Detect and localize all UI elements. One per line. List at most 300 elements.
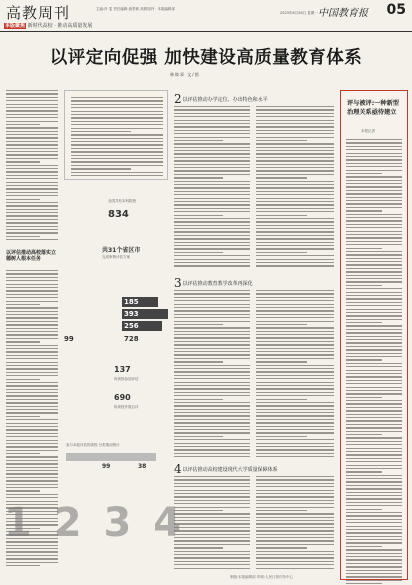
text-line	[346, 414, 402, 415]
text-line	[6, 558, 58, 559]
text-line	[71, 158, 163, 159]
text-line	[174, 557, 250, 558]
text-line	[174, 503, 250, 504]
text-line	[174, 324, 223, 325]
text-line	[346, 356, 402, 357]
article-col-mid-4	[256, 290, 334, 460]
text-line	[6, 555, 58, 556]
infographic	[62, 185, 170, 505]
text-line	[6, 358, 58, 359]
text-line	[71, 128, 163, 129]
text-line	[174, 371, 250, 372]
text-line	[346, 397, 382, 398]
text-line	[346, 461, 402, 462]
text-line	[346, 366, 402, 367]
text-line	[174, 443, 250, 444]
intro-box	[64, 90, 168, 180]
text-line	[174, 297, 250, 298]
text-line	[346, 153, 402, 154]
text-line	[174, 170, 250, 171]
text-line	[256, 479, 334, 480]
text-line	[256, 304, 334, 305]
text-line	[256, 426, 334, 427]
stat-137: 137	[114, 365, 131, 374]
text-line	[6, 284, 58, 285]
text-line	[174, 242, 250, 243]
text-line	[346, 353, 402, 354]
text-line	[6, 392, 58, 393]
bottom-bar-1	[66, 453, 156, 461]
text-line	[256, 527, 334, 528]
text-line	[256, 321, 334, 322]
text-line	[346, 505, 402, 506]
text-line	[346, 485, 402, 486]
text-line	[6, 209, 58, 210]
text-line	[346, 475, 402, 476]
text-line	[174, 334, 250, 335]
text-line	[346, 495, 402, 496]
text-line	[256, 523, 334, 524]
text-line	[6, 215, 58, 216]
text-line	[256, 126, 334, 127]
text-line	[6, 389, 58, 390]
text-line	[346, 214, 402, 215]
text-line	[6, 345, 58, 346]
subhead-2: 2以评估推动办学定位、办出特色和水平	[174, 92, 268, 106]
text-line	[256, 184, 334, 185]
text-line	[6, 362, 58, 363]
text-line	[6, 412, 58, 413]
text-line	[6, 158, 58, 159]
text-line	[6, 334, 58, 335]
text-line	[6, 477, 58, 478]
text-line	[256, 194, 334, 195]
text-line	[71, 111, 163, 112]
text-line	[6, 402, 58, 403]
text-line	[6, 294, 58, 295]
text-line	[256, 164, 334, 165]
bar-393-label: 393	[124, 310, 139, 318]
text-line	[256, 554, 334, 555]
text-line	[346, 163, 402, 164]
text-line	[256, 483, 334, 484]
text-line	[174, 530, 250, 531]
text-line	[346, 383, 402, 384]
text-line	[346, 522, 402, 523]
text-line	[6, 487, 58, 488]
text-line	[6, 365, 58, 366]
text-line	[256, 160, 334, 161]
text-line	[174, 415, 250, 416]
text-line	[174, 351, 250, 352]
text-line	[6, 348, 58, 349]
text-line	[256, 177, 307, 178]
text-line	[346, 349, 402, 350]
text-line	[6, 226, 58, 227]
text-line	[256, 228, 334, 229]
text-line	[346, 441, 402, 442]
text-line	[256, 392, 334, 393]
text-line	[346, 336, 402, 337]
text-line	[174, 385, 250, 386]
text-line	[256, 297, 334, 298]
stat-728: 728	[124, 335, 139, 343]
text-line	[346, 407, 402, 408]
article-col-mid-2	[256, 106, 334, 269]
text-line	[174, 365, 250, 366]
text-line	[6, 277, 58, 278]
article-col-mid-6	[256, 476, 334, 571]
text-line	[174, 113, 250, 114]
text-line	[6, 470, 58, 471]
text-line	[346, 231, 402, 232]
text-line	[174, 361, 223, 362]
text-line	[174, 218, 250, 219]
text-line	[256, 150, 334, 151]
text-line	[6, 450, 58, 451]
text-line	[256, 351, 334, 352]
text-line	[256, 218, 334, 219]
text-line	[174, 259, 250, 260]
text-line	[346, 332, 402, 333]
text-line	[346, 278, 402, 279]
text-line	[174, 544, 250, 545]
text-line	[346, 434, 382, 435]
text-line	[256, 191, 334, 192]
text-line	[174, 198, 250, 199]
text-line	[256, 375, 334, 376]
article-col-mid-1	[174, 106, 250, 269]
text-line	[256, 432, 334, 433]
text-line	[6, 467, 58, 468]
decorative-numbers: 1 2 3 4	[4, 500, 186, 546]
text-line	[6, 375, 58, 376]
text-line	[256, 493, 334, 494]
stat-31-label: 完成审核评估方案	[102, 255, 130, 259]
text-line	[256, 181, 334, 182]
text-line	[256, 290, 334, 291]
stat-690-label: 所高校开展自评	[114, 405, 139, 409]
text-line	[256, 109, 334, 110]
bottom-stat-99: 99	[102, 463, 111, 470]
text-line	[6, 93, 58, 94]
text-line	[256, 262, 334, 263]
text-line	[346, 197, 402, 198]
text-line	[346, 329, 402, 330]
text-line	[256, 382, 334, 383]
text-line	[256, 204, 334, 205]
text-line	[256, 409, 334, 410]
text-line	[256, 174, 334, 175]
text-line	[6, 124, 40, 125]
text-line	[256, 187, 334, 188]
bottom-stat-38: 38	[138, 463, 147, 470]
text-line	[256, 167, 334, 168]
text-line	[346, 570, 402, 571]
text-line	[174, 123, 250, 124]
text-line	[6, 185, 58, 186]
article-col-left-top	[6, 90, 58, 243]
commentary-title: 评与被评:一种新型治理关系亟待建立	[347, 100, 399, 116]
text-line	[256, 412, 334, 413]
text-line	[6, 188, 58, 189]
text-line	[174, 449, 250, 450]
text-line	[256, 310, 334, 311]
text-line	[256, 547, 307, 548]
text-line	[174, 143, 250, 144]
text-line	[174, 321, 250, 322]
text-line	[6, 270, 58, 271]
text-line	[174, 547, 223, 548]
text-line	[346, 468, 402, 469]
text-line	[346, 559, 402, 560]
text-line	[346, 173, 382, 174]
text-line	[346, 549, 402, 550]
text-line	[346, 393, 402, 394]
text-line	[346, 478, 402, 479]
text-line	[174, 527, 250, 528]
text-line	[71, 155, 163, 156]
text-line	[256, 385, 334, 386]
text-line	[346, 207, 402, 208]
text-line	[174, 564, 250, 565]
text-line	[174, 228, 250, 229]
text-line	[346, 234, 402, 235]
text-line	[346, 566, 402, 567]
text-line	[346, 553, 402, 554]
text-line	[346, 254, 402, 255]
text-line	[256, 496, 334, 497]
text-line	[174, 496, 250, 497]
text-line	[6, 314, 58, 315]
text-line	[346, 346, 402, 347]
text-line	[174, 513, 250, 514]
text-line	[256, 242, 334, 243]
text-line	[6, 154, 58, 155]
text-line	[346, 315, 402, 316]
text-line	[174, 208, 250, 209]
text-line	[346, 454, 402, 455]
text-line	[6, 127, 58, 128]
text-line	[71, 131, 131, 132]
stat-31: 共31个省区市	[102, 247, 141, 254]
text-line	[346, 325, 402, 326]
text-line	[174, 432, 250, 433]
text-line	[346, 210, 382, 211]
text-line	[174, 238, 250, 239]
text-line	[6, 301, 58, 302]
text-line	[174, 537, 250, 538]
text-line	[256, 513, 334, 514]
text-line	[174, 167, 250, 168]
text-line	[174, 201, 250, 202]
text-line	[256, 436, 307, 437]
text-line	[256, 422, 334, 423]
text-line	[346, 573, 402, 574]
text-line	[71, 144, 163, 145]
text-line	[256, 405, 334, 406]
text-line	[256, 215, 307, 216]
text-line	[346, 237, 402, 238]
text-line	[6, 219, 58, 220]
text-line	[71, 100, 163, 101]
text-line	[256, 378, 334, 379]
text-line	[256, 341, 334, 342]
text-line	[346, 298, 402, 299]
text-line	[174, 561, 250, 562]
article-col-mid-5	[174, 476, 250, 571]
stat-137-label: 所高校参加评估	[114, 377, 139, 381]
text-line	[346, 146, 402, 147]
text-line	[256, 317, 334, 318]
text-line	[174, 147, 250, 148]
text-line	[174, 507, 250, 508]
text-line	[174, 109, 250, 110]
text-line	[6, 429, 58, 430]
text-line	[256, 170, 334, 171]
text-line	[174, 300, 250, 301]
text-line	[256, 120, 334, 121]
text-line	[6, 107, 58, 108]
subhead-4: 4以评估推动高校建设现代大学质量保障体系	[174, 462, 278, 476]
text-line	[6, 161, 40, 162]
text-line	[256, 399, 307, 400]
text-line	[6, 379, 40, 380]
text-line	[6, 446, 58, 447]
text-line	[256, 348, 334, 349]
text-line	[174, 500, 250, 501]
text-line	[174, 358, 250, 359]
text-line	[174, 140, 223, 141]
text-line	[6, 287, 58, 288]
text-line	[174, 523, 250, 524]
text-line	[346, 264, 402, 265]
text-line	[174, 265, 250, 266]
text-line	[174, 304, 250, 305]
text-line	[6, 473, 58, 474]
text-line	[174, 476, 250, 477]
text-line	[6, 433, 58, 434]
text-line	[6, 222, 58, 223]
text-line	[174, 395, 250, 396]
text-line	[346, 312, 402, 313]
text-line	[256, 327, 334, 328]
text-line	[346, 180, 402, 181]
text-line	[256, 334, 334, 335]
text-line	[256, 252, 307, 253]
text-line	[256, 371, 334, 372]
text-line	[346, 190, 402, 191]
text-line	[346, 498, 402, 499]
text-line	[174, 568, 250, 569]
text-line	[256, 354, 334, 355]
text-line	[174, 181, 250, 182]
text-line	[256, 248, 334, 249]
text-line	[346, 292, 402, 293]
text-line	[6, 440, 58, 441]
text-line	[346, 451, 402, 452]
text-line	[174, 106, 250, 107]
text-line	[346, 288, 402, 289]
text-line	[6, 212, 58, 213]
text-line	[6, 562, 58, 563]
text-line	[174, 137, 250, 138]
text-line	[174, 490, 250, 491]
text-line	[346, 509, 382, 510]
text-line	[174, 453, 250, 454]
text-line	[174, 412, 250, 413]
text-line	[256, 208, 334, 209]
text-line	[256, 490, 334, 491]
text-line	[174, 225, 250, 226]
text-line	[71, 141, 163, 142]
text-line	[346, 410, 402, 411]
subhead-3: 3以评估推动教育教学改革再深化	[174, 276, 253, 290]
text-line	[174, 378, 250, 379]
text-line	[174, 120, 250, 121]
text-line	[256, 113, 334, 114]
text-line	[6, 426, 58, 427]
text-line	[346, 193, 402, 194]
text-line	[6, 280, 58, 281]
text-line	[6, 423, 58, 424]
text-line	[256, 429, 334, 430]
text-line	[256, 137, 334, 138]
text-line	[346, 186, 402, 187]
text-line	[174, 354, 250, 355]
text-line	[174, 483, 250, 484]
text-line	[346, 227, 402, 228]
text-line	[174, 551, 250, 552]
text-line	[6, 195, 58, 196]
text-line	[174, 540, 250, 541]
text-line	[174, 344, 250, 345]
text-line	[71, 121, 163, 122]
text-line	[256, 557, 334, 558]
text-line	[6, 324, 58, 325]
text-line	[346, 203, 402, 204]
text-line	[6, 328, 58, 329]
text-line	[256, 520, 334, 521]
text-line	[346, 488, 402, 489]
text-line	[174, 392, 250, 393]
text-line	[346, 400, 402, 401]
footer-credits: 制版:本版编辑部 印刷:人民日报印务中心	[230, 575, 293, 579]
masthead	[0, 0, 412, 32]
text-line	[174, 486, 250, 487]
text-line	[174, 534, 250, 535]
text-line	[6, 137, 58, 138]
text-line	[6, 165, 58, 166]
text-line	[256, 443, 334, 444]
text-line	[6, 97, 58, 98]
text-line	[346, 471, 382, 472]
text-line	[346, 424, 402, 425]
text-line	[6, 232, 58, 233]
text-line	[174, 194, 250, 195]
text-line	[346, 275, 402, 276]
text-line	[6, 351, 58, 352]
text-line	[174, 382, 250, 383]
text-line	[71, 151, 163, 152]
text-line	[6, 171, 58, 172]
text-line	[256, 106, 334, 107]
text-line	[174, 133, 250, 134]
text-line	[6, 463, 58, 464]
text-line	[174, 130, 250, 131]
text-line	[256, 544, 334, 545]
text-line	[71, 107, 163, 108]
